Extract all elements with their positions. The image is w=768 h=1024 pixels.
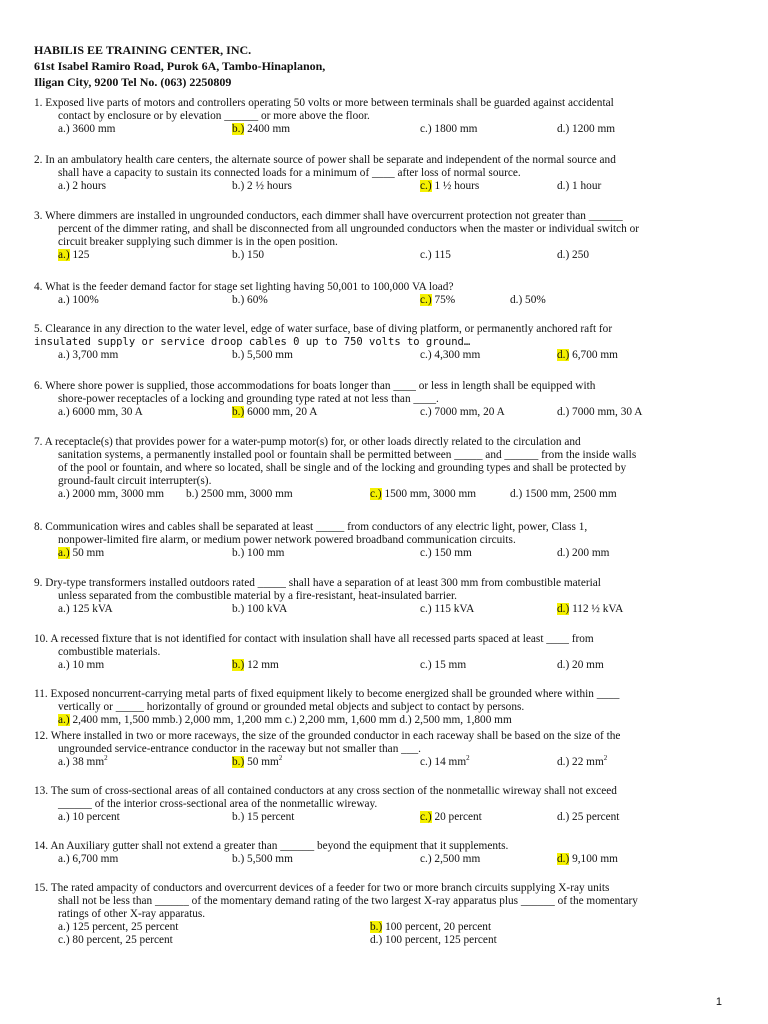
- answer-options: [58, 249, 724, 262]
- option-b: b.) 2500 mm, 3000 mm: [186, 488, 293, 500]
- answer-options: [58, 659, 724, 672]
- option-d: d.) 1500 mm, 2500 mm: [510, 488, 617, 500]
- answer-highlight: d.): [557, 603, 570, 615]
- option-line: a.) 2,400 mm, 1,500 mmb.) 2,000 mm, 1,200 mm c.) 2,200 mm, 1,600 mm d.) 2,500 mm, 1,800 mm: [58, 714, 512, 726]
- answer-highlight: c.): [420, 811, 432, 823]
- question-2: 2. In an ambulatory health care centers, the alternate source of power shall be separate and independent of the normal source and shall have a capacity to sustain its connected loads for a minimum of ____ after loss of normal source. a.) 2 hours b.) 2 ½ hours c.) 1 ½ hours d.) 1 hour: [34, 154, 724, 193]
- answer-options: [58, 123, 724, 136]
- option-b: b.) 2 ½ hours: [232, 180, 292, 192]
- answer-highlight: d.): [557, 853, 570, 865]
- answer-highlight: b.): [232, 123, 245, 135]
- option-d: d.) 6,700 mm: [557, 349, 618, 361]
- answer-options: [58, 488, 724, 501]
- answer-highlight: c.): [420, 294, 432, 306]
- question-11: 11. Exposed noncurrent-carrying metal parts of fixed equipment likely to become energized shall be grounded where within ____ vertically or _____ horizontally of ground or grounded metal objects and subject to contact by persons. a.) 2,400 mm, 1,500 mmb.) 2,000 mm, 1,200 mm c.) 2,200 mm, 1,600 mm d.) 2,500 mm, 1,800 mm: [34, 688, 724, 727]
- answer-options: [58, 406, 724, 419]
- answer-highlight: c.): [420, 180, 432, 192]
- answer-options: [58, 294, 724, 307]
- option-a: a.) 2 hours: [58, 180, 107, 192]
- answer-highlight: d.): [557, 349, 570, 361]
- option-c: c.) 1800 mm: [420, 123, 478, 135]
- option-c: c.) 115 kVA: [420, 603, 475, 615]
- answer-options: [58, 756, 724, 769]
- option-c: c.) 80 percent, 25 percent: [58, 934, 173, 946]
- option-c: c.) 115: [420, 249, 451, 261]
- answer-highlight: b.): [232, 756, 245, 768]
- option-c: c.) 20 percent: [420, 811, 482, 823]
- question-13: 13. The sum of cross-sectional areas of all contained conductors at any cross section of the nonmetallic wireway shall not exceed ______ of the interior cross-sectional area of the nonmetallic wireway. a.) 10 percent b.) 15 percent c.) 20 percent d.) 25 percent: [34, 785, 724, 824]
- option-a: a.) 125 kVA: [58, 603, 113, 615]
- option-b: b.) 150: [232, 249, 265, 261]
- question-1: [34, 97, 724, 136]
- question-4: 4. What is the feeder demand factor for stage set lighting having 50,001 to 100,000 VA load? a.) 100% b.) 60% c.) 75% d.) 50%: [34, 281, 724, 307]
- option-d: d.) 22 $mm^2$: [557, 754, 608, 768]
- answer-highlight: a.): [58, 249, 70, 261]
- option-d: d.) 25 percent: [557, 811, 620, 823]
- option-b: b.) 100 kVA: [232, 603, 288, 615]
- option-c: c.) 4,300 mm: [420, 349, 481, 361]
- option-a: a.) 100%: [58, 294, 99, 306]
- option-a: a.) 38 $mm^2$: [58, 754, 108, 768]
- handwritten-note: insulated supply or service droop cables 0 up to 750 volts to ground…: [34, 336, 471, 348]
- option-a: a.) 10 mm: [58, 659, 105, 671]
- question-stem-cont: contact by enclosure or by elevation ______ or more above the floor.: [58, 110, 370, 122]
- option-b: b.) 100 mm: [232, 547, 285, 559]
- answer-options: [58, 349, 724, 362]
- answer-options-row-1: [58, 921, 724, 934]
- question-5: 5. Clearance in any direction to the water level, edge of water surface, base of diving platform, or permanently anchored raft for insulated supply or service droop cables 0 up to 750 volts to ground… a.) 3,700 mm b.) 5,500 mm c.) 4,300 mm d.) 6,700 mm: [34, 323, 724, 362]
- answer-options: [58, 547, 724, 560]
- answer-highlight: a.): [58, 547, 70, 559]
- option-d: d.) 50%: [510, 294, 546, 306]
- option-c: c.) 1 ½ hours: [420, 180, 480, 192]
- question-9: 9. Dry-type transformers installed outdoors rated _____ shall have a separation of at least 300 mm from combustible material unless separated from the combustible material by a fire-resistant, heat-insulated barrier. a.) 125 kVA b.) 100 kVA c.) 115 kVA d.) 112 ½ kVA: [34, 577, 724, 616]
- answer-highlight: b.): [232, 406, 245, 418]
- option-b: b.) 15 percent: [232, 811, 295, 823]
- page-number: 1: [715, 996, 722, 1008]
- letterhead: [34, 42, 325, 90]
- question-7: 7. A receptacle(s) that provides power for a water-pump motor(s) for, or other loads directly related to the circulation and sanitation systems, a permanently installed pool or fountain shall be permitted between _____ and ______ from the inside walls of the pool or fountain, and where so located, shall be single and of the locking and grounding types and shall be protected by ground-fault circuit interrupter(s). a.) 2000 mm, 3000 mm b.) 2500 mm, 3000 mm c.) 1500 mm, 3000 mm d.) 1500 mm, 2500 mm: [34, 436, 724, 501]
- answer-options: [58, 603, 724, 616]
- option-a: a.) 6,700 mm: [58, 853, 119, 865]
- option-a: a.) 2000 mm, 3000 mm: [58, 488, 165, 500]
- option-b: b.) 5,500 mm: [232, 853, 293, 865]
- option-a: a.) 125: [58, 249, 90, 261]
- address-line-2: Iligan City, 9200 Tel No. (063) 2250809: [34, 75, 232, 89]
- answer-options-row-2: [58, 934, 724, 947]
- answer-highlight: b.): [370, 921, 383, 933]
- answer-highlight: b.): [232, 659, 245, 671]
- option-b: b.) 50 $mm^2$: [232, 754, 283, 768]
- option-a: a.) 125 percent, 25 percent: [58, 921, 179, 933]
- option-b: b.) 100 percent, 20 percent: [370, 921, 492, 933]
- option-c: c.) 1500 mm, 3000 mm: [370, 488, 477, 500]
- answer-options: [58, 811, 724, 824]
- question-3: 3. Where dimmers are installed in ungrounded conductors, each dimmer shall have overcurrent protection not greater than ______ percent of the dimmer rating, and shall be disconnected from all ungrounded conductors when the master or individual switch or circuit breaker supplying such dimmer is in the open position. a.) 125 b.) 150 c.) 115 d.) 250: [34, 210, 724, 262]
- option-b: b.) 6000 mm, 20 A: [232, 406, 318, 418]
- option-a: a.) 6000 mm, 30 A: [58, 406, 143, 418]
- option-d: d.) 1 hour: [557, 180, 602, 192]
- option-c: c.) 14 $mm^2$: [420, 754, 470, 768]
- answer-highlight: c.): [370, 488, 382, 500]
- question-6: 6. Where shore power is supplied, those accommodations for boats longer than ____ or less in length shall be equipped with shore-power receptacles of a locking and grounding type rated at not less than ____. a.) 6000 mm, 30 A b.) 6000 mm, 20 A c.) 7000 mm, 20 A d.) 7000 mm, 30 A: [34, 380, 724, 419]
- answer-options: [58, 853, 724, 866]
- option-d: d.) 200 mm: [557, 547, 610, 559]
- option-d: d.) 1200 mm: [557, 123, 616, 135]
- question-12: 12. Where installed in two or more raceways, the size of the grounded conductor in each raceway shall be based on the size of the ungrounded service-entrance conductor in the raceway but not smaller than ___. a.) 38 $mm^2$ b.) 50 $mm^2$ c.) 14 $mm^2$ d.) 22 $mm^2$: [34, 730, 724, 769]
- option-d: d.) 112 ½ kVA: [557, 603, 624, 615]
- option-c: c.) 150 mm: [420, 547, 472, 559]
- question-stem: 1. Exposed live parts of motors and controllers operating 50 volts or more between terminals shall be guarded against accidental: [34, 97, 614, 109]
- answer-highlight: a.): [58, 714, 70, 726]
- option-b: b.) 2400 mm: [232, 123, 291, 135]
- address-line-1: 61st Isabel Ramiro Road, Purok 6A, Tambo-Hinaplanon,: [34, 59, 326, 73]
- option-d: d.) 9,100 mm: [557, 853, 618, 865]
- option-b: b.) 5,500 mm: [232, 349, 293, 361]
- option-d: d.) 7000 mm, 30 A: [557, 406, 643, 418]
- answer-options: [58, 714, 724, 727]
- option-b: b.) 60%: [232, 294, 268, 306]
- option-c: c.) 15 mm: [420, 659, 467, 671]
- option-a: a.) 3,700 mm: [58, 349, 119, 361]
- question-14: 14. An Auxiliary gutter shall not extend a greater than ______ beyond the equipment that it supplements. a.) 6,700 mm b.) 5,500 mm c.) 2,500 mm d.) 9,100 mm: [34, 840, 724, 866]
- option-a: a.) 50 mm: [58, 547, 105, 559]
- option-c: c.) 7000 mm, 20 A: [420, 406, 505, 418]
- option-a: a.) 10 percent: [58, 811, 120, 823]
- option-c: c.) 75%: [420, 294, 456, 306]
- option-a: a.) 3600 mm: [58, 123, 116, 135]
- option-d: d.) 100 percent, 125 percent: [370, 934, 497, 946]
- org-name: HABILIS EE TRAINING CENTER, INC.: [34, 43, 252, 57]
- option-d: d.) 20 mm: [557, 659, 604, 671]
- option-b: b.) 12 mm: [232, 659, 279, 671]
- option-c: c.) 2,500 mm: [420, 853, 481, 865]
- answer-options: [58, 180, 724, 193]
- option-d: d.) 250: [557, 249, 590, 261]
- question-15: 15. The rated ampacity of conductors and overcurrent devices of a feeder for two or more branch circuits supplying X-ray units shall not be less than ______ of the momentary demand rating of the two largest X-ray apparatus plus ______ of the momentary ratings of other X-ray apparatus. a.) 125 percent, 25 percent b.) 100 percent, 20 percent c.) 80 percent, 25 percent d.) 100 percent, 125 percent: [34, 882, 724, 947]
- question-10: 10. A recessed fixture that is not identified for contact with insulation shall have all recessed parts spaced at least ____ from combustible materials. a.) 10 mm b.) 12 mm c.) 15 mm d.) 20 mm: [34, 633, 724, 672]
- question-8: 8. Communication wires and cables shall be separated at least _____ from conductors of any electric light, power, Class 1, nonpower-limited fire alarm, or medium power network powered broadband communication circuits. a.) 50 mm b.) 100 mm c.) 150 mm d.) 200 mm: [34, 521, 724, 560]
